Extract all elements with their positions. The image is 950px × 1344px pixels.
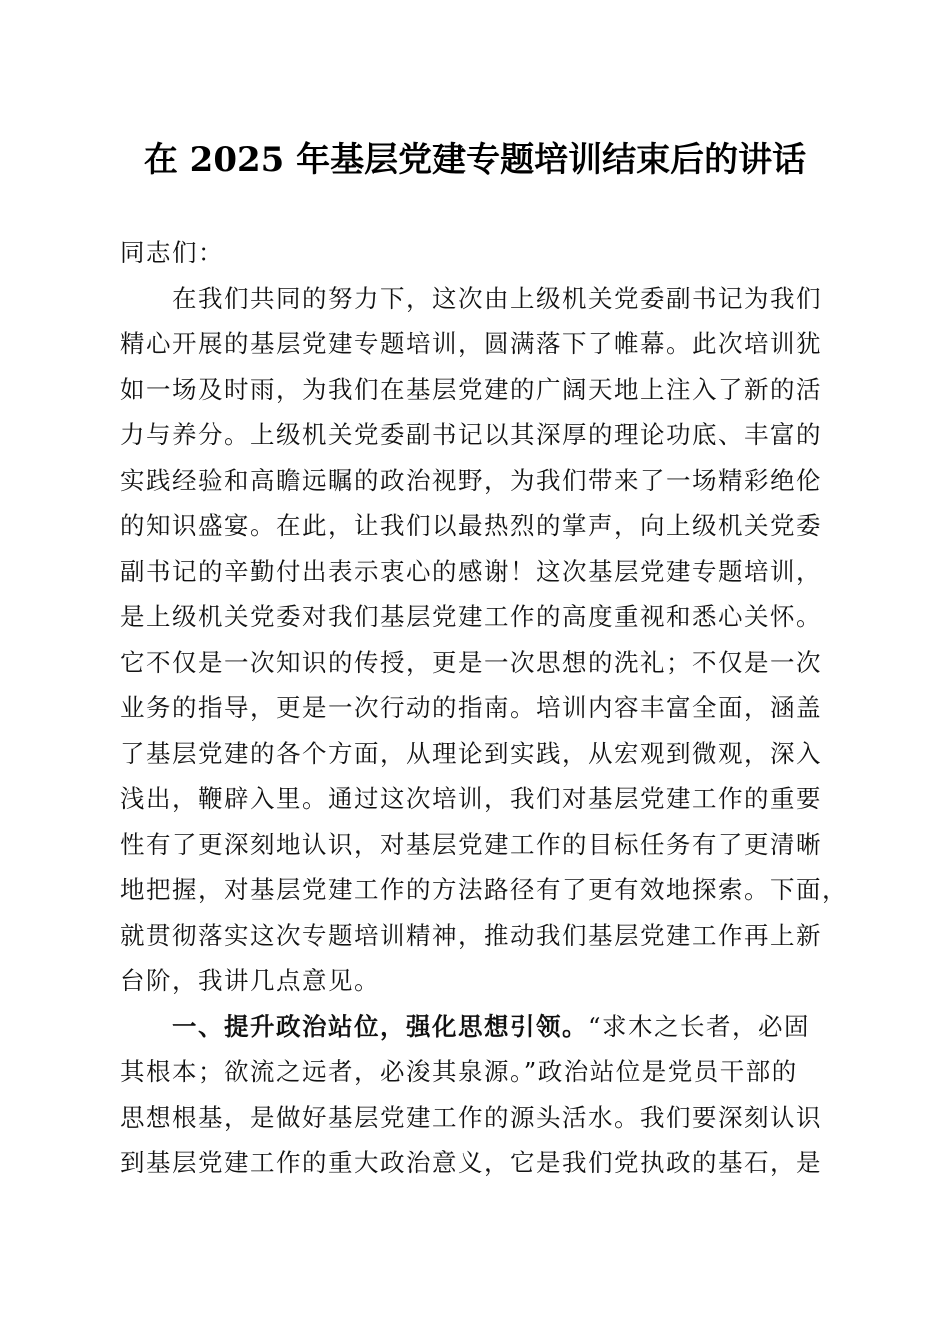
document-body [120, 230, 848, 1186]
paragraph-line: 就贯彻落实这次专题培训精神，推动我们基层党建工作再上新 [120, 920, 822, 950]
paragraph-line: 思想根基，是做好基层党建工作的源头活水。我们要深刻认识 [120, 1102, 822, 1132]
salutation: 同志们： [120, 238, 224, 267]
section-first-line [120, 1004, 840, 1050]
paragraph-line: 副书记的辛勤付出表示衷心的感谢！这次基层党建专题培训， [120, 556, 822, 586]
paragraph-line: 精心开展的基层党建专题培训，圆满落下了帷幕。此次培训犹 [120, 329, 822, 358]
document-title: 在 2025 年基层党建专题培训结束后的讲话 [143, 140, 807, 180]
paragraph-line: 浅出，鞭辟入里。通过这次培训，我们对基层党建工作的重要 [120, 784, 822, 813]
paragraph-line: 的知识盛宴。在此，让我们以最热烈的掌声，向上级机关党委 [120, 511, 822, 540]
paragraph-line: 其根本；欲流之远者，必浚其泉源。”政治站位是党员干部的 [120, 1057, 798, 1086]
section-quote-start: “求木之长者，必固 [588, 1011, 811, 1041]
paragraph-line: 力与养分。上级机关党委副书记以其深厚的理论功底、丰富的 [120, 420, 822, 449]
paragraph-line: 性有了更深刻地认识，对基层党建工作的目标任务有了更清晰 [120, 829, 822, 859]
paragraph-line: 如一场及时雨，为我们在基层党建的广阔天地上注入了新的活 [120, 374, 822, 404]
paragraph-line: 到基层党建工作的重大政治意义，它是我们党执政的基石，是 [120, 1148, 822, 1177]
paragraph-line: 在我们共同的努力下，这次由上级机关党委副书记为我们 [172, 283, 822, 313]
paragraph-line: 是上级机关党委对我们基层党建工作的高度重视和悉心关怀。 [120, 602, 822, 631]
paragraph-line: 它不仅是一次知识的传授，更是一次思想的洗礼；不仅是一次 [120, 647, 822, 677]
paragraph-line: 台阶，我讲几点意见。 [120, 966, 380, 995]
paragraph-line: 实践经验和高瞻远瞩的政治视野，为我们带来了一场精彩绝伦 [120, 465, 822, 495]
paragraph-line: 地把握，对基层党建工作的方法路径有了更有效地探索。下面， [120, 875, 848, 904]
section-heading: 一、提升政治站位，强化思想引领。 [172, 1011, 588, 1041]
paragraph-line: 了基层党建的各个方面，从理论到实践，从宏观到微观，深入 [120, 738, 822, 768]
paragraph-line: 业务的指导，更是一次行动的指南。培训内容丰富全面，涵盖 [120, 693, 822, 722]
